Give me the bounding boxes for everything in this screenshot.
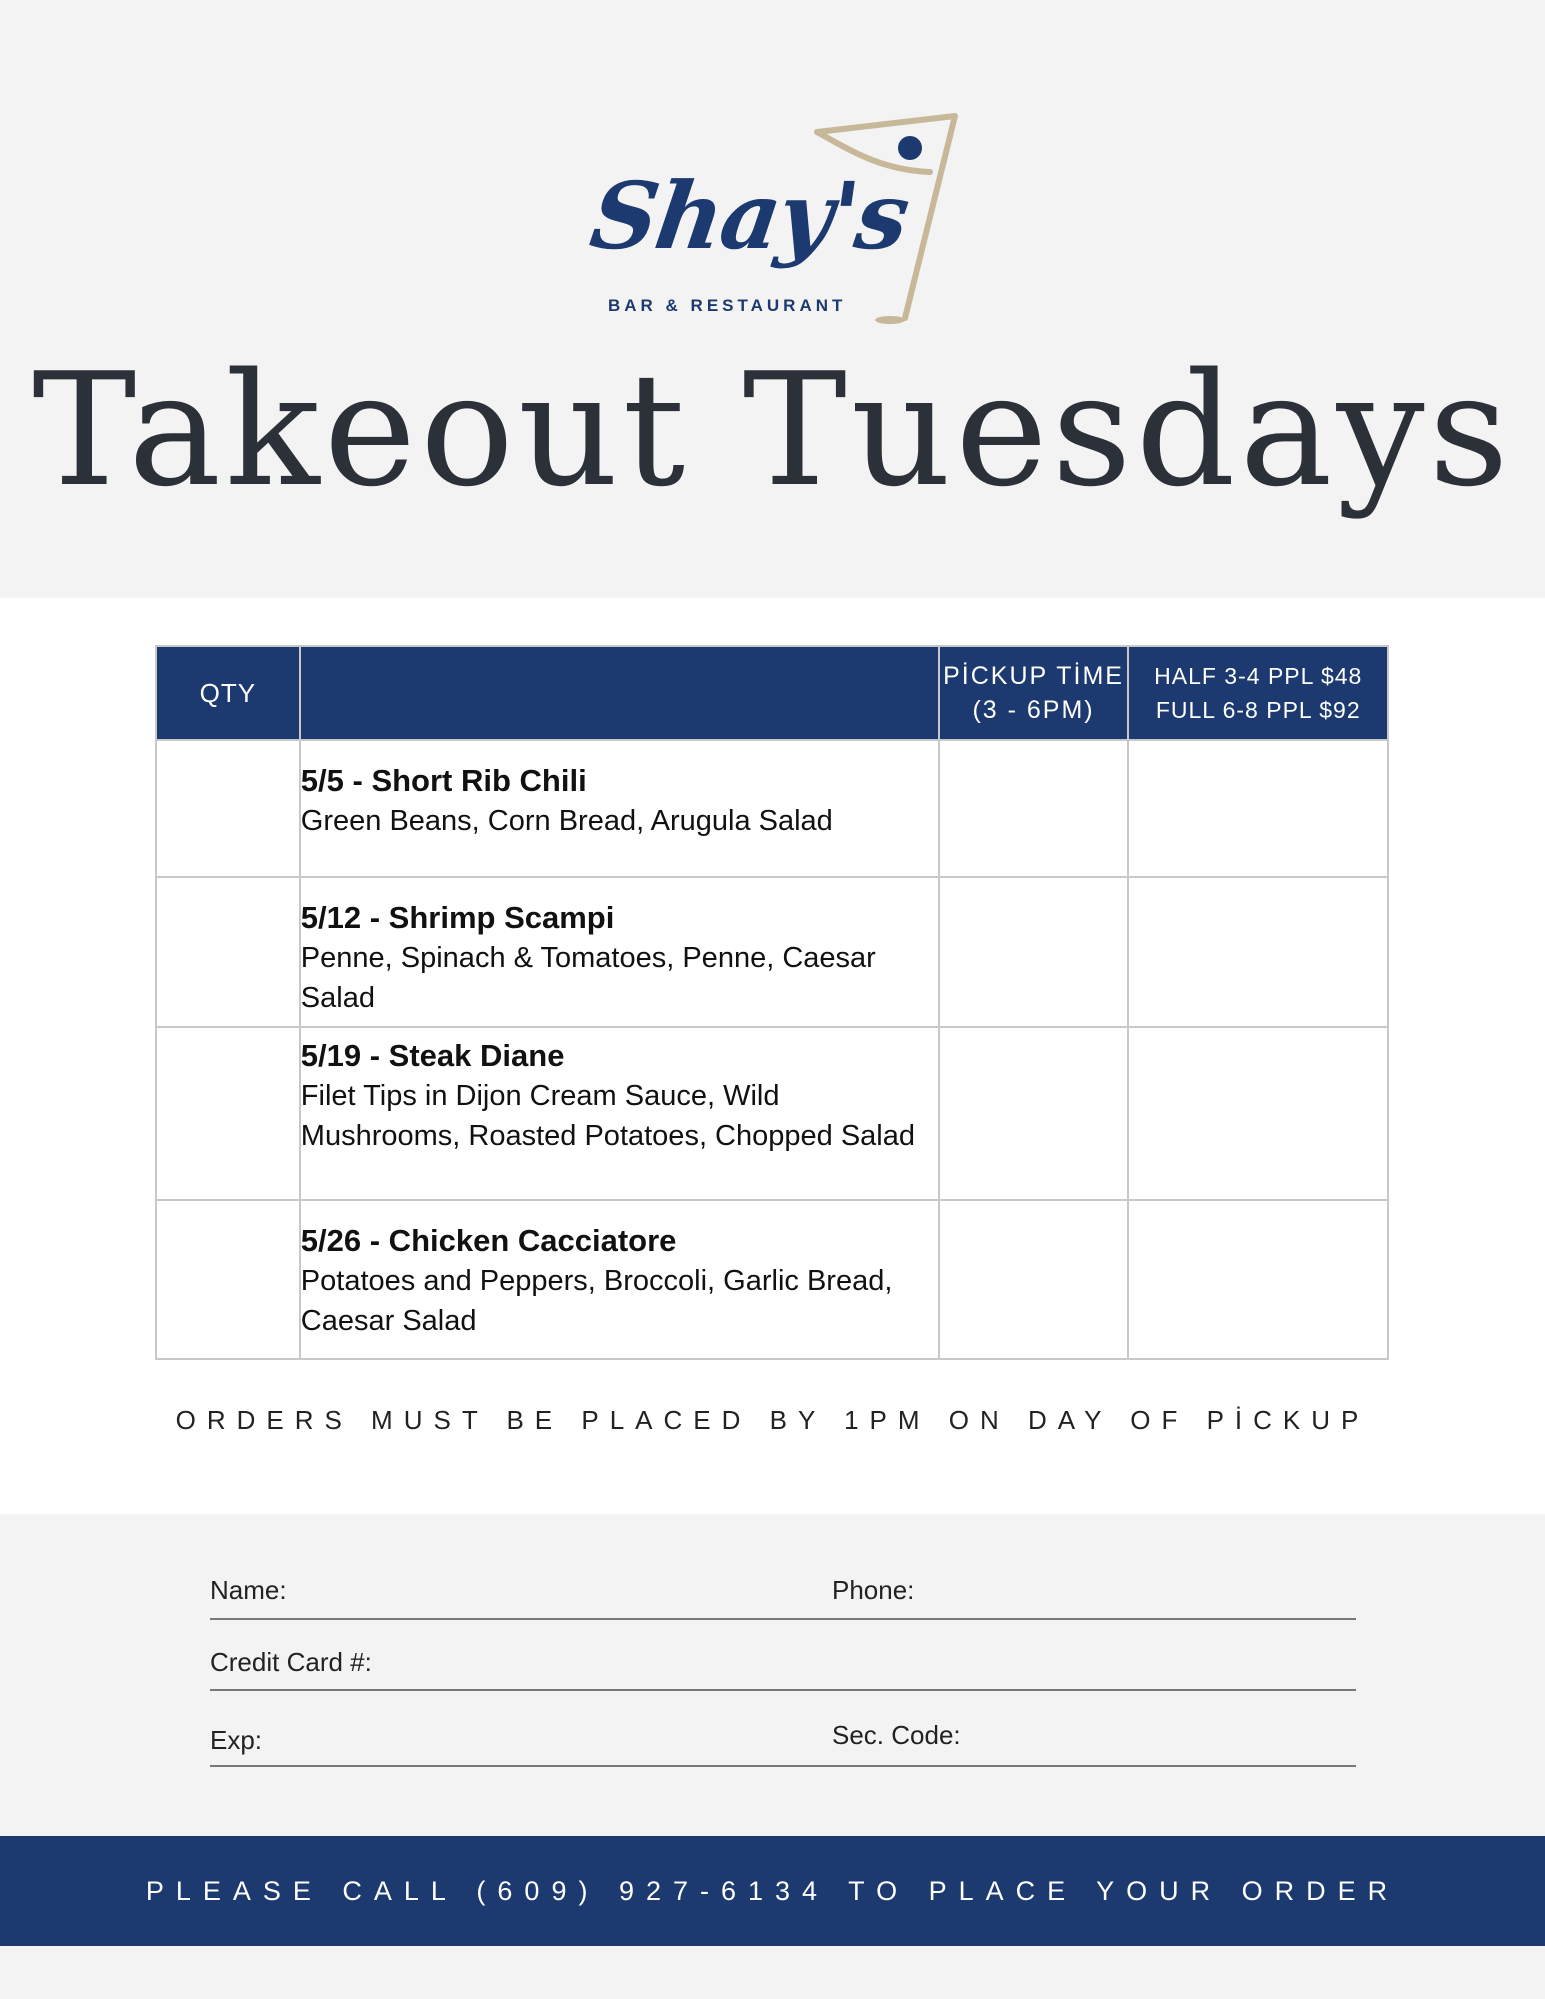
header-pickup-line2: (3 - 6PM) [972,696,1095,724]
table-row [156,1027,1388,1200]
logo [580,110,970,330]
header-pickup-time [939,646,1129,740]
dish-cell [300,1200,939,1359]
credit-card-field[interactable] [210,1689,1356,1691]
qty-cell[interactable] [156,1027,300,1200]
table-row [156,740,1388,877]
dish-cell [300,740,939,877]
qty-cell[interactable] [156,1200,300,1359]
order-form [0,1514,1545,1836]
dish-name: 5/12 - Shrimp Scampi [300,900,615,935]
header-price-half: HALF 3-4 PPL $48 [1154,663,1363,689]
portion-cell[interactable] [1128,740,1388,877]
dish-description: Green Beans, Corn Bread, Arugula Salad [300,805,833,837]
dish-description: Penne, Spinach & Tomatoes, Penne, Caesar Salad [300,942,876,1014]
footer-call-banner: PLEASE CALL (609) 927-6134 TO PLACE YOUR ORDER [0,1836,1545,1946]
header-price-full: FULL 6-8 PPL $92 [1155,697,1361,723]
pickup-time-cell[interactable] [939,1200,1129,1359]
portion-cell[interactable] [1128,1200,1388,1359]
sec-code-label: Sec. Code: [832,1720,961,1750]
logo-script: Shay's [584,162,914,270]
pickup-time-cell[interactable] [939,1027,1129,1200]
order-deadline-notice: ORDERS MUST BE PLACED BY 1PM ON DAY OF PİCKUP [175,1405,1370,1435]
qty-cell[interactable] [156,740,300,877]
qty-cell[interactable] [156,877,300,1027]
menu-table [155,645,1389,1360]
credit-card-label: Credit Card #: [210,1647,372,1677]
exp-label: Exp: [210,1725,263,1755]
table-header-row [156,646,1388,740]
portion-cell[interactable] [1128,1027,1388,1200]
dish-cell [300,877,939,1027]
page-title: Takeout Tuesdays [32,339,1513,521]
header-qty: QTY [156,646,300,740]
phone-label: Phone: [832,1575,915,1605]
exp-sec-code-field[interactable] [210,1765,1356,1767]
portion-cell[interactable] [1128,877,1388,1027]
pickup-time-cell[interactable] [939,740,1129,877]
dish-name: 5/5 - Short Rib Chili [300,763,587,798]
dish-cell [300,1027,939,1200]
header-section [0,0,1545,598]
logo-subtitle: BAR & RESTAURANT [608,296,847,315]
dish-name: 5/19 - Steak Diane [300,1038,565,1073]
name-phone-field[interactable] [210,1618,1356,1620]
header-pickup-line1: PİCKUP TİME [943,662,1124,690]
table-row [156,1200,1388,1359]
header-price [1128,646,1388,740]
header-dish [300,646,939,740]
dish-description: Potatoes and Peppers, Broccoli, Garlic Bread, Caesar Salad [300,1265,893,1337]
dish-name: 5/26 - Chicken Cacciatore [300,1223,677,1258]
pickup-time-cell[interactable] [939,877,1129,1027]
name-label: Name: [210,1575,287,1605]
table-row [156,877,1388,1027]
dish-description: Filet Tips in Dijon Cream Sauce, Wild Mushrooms, Roasted Potatoes, Chopped Salad [300,1080,915,1152]
